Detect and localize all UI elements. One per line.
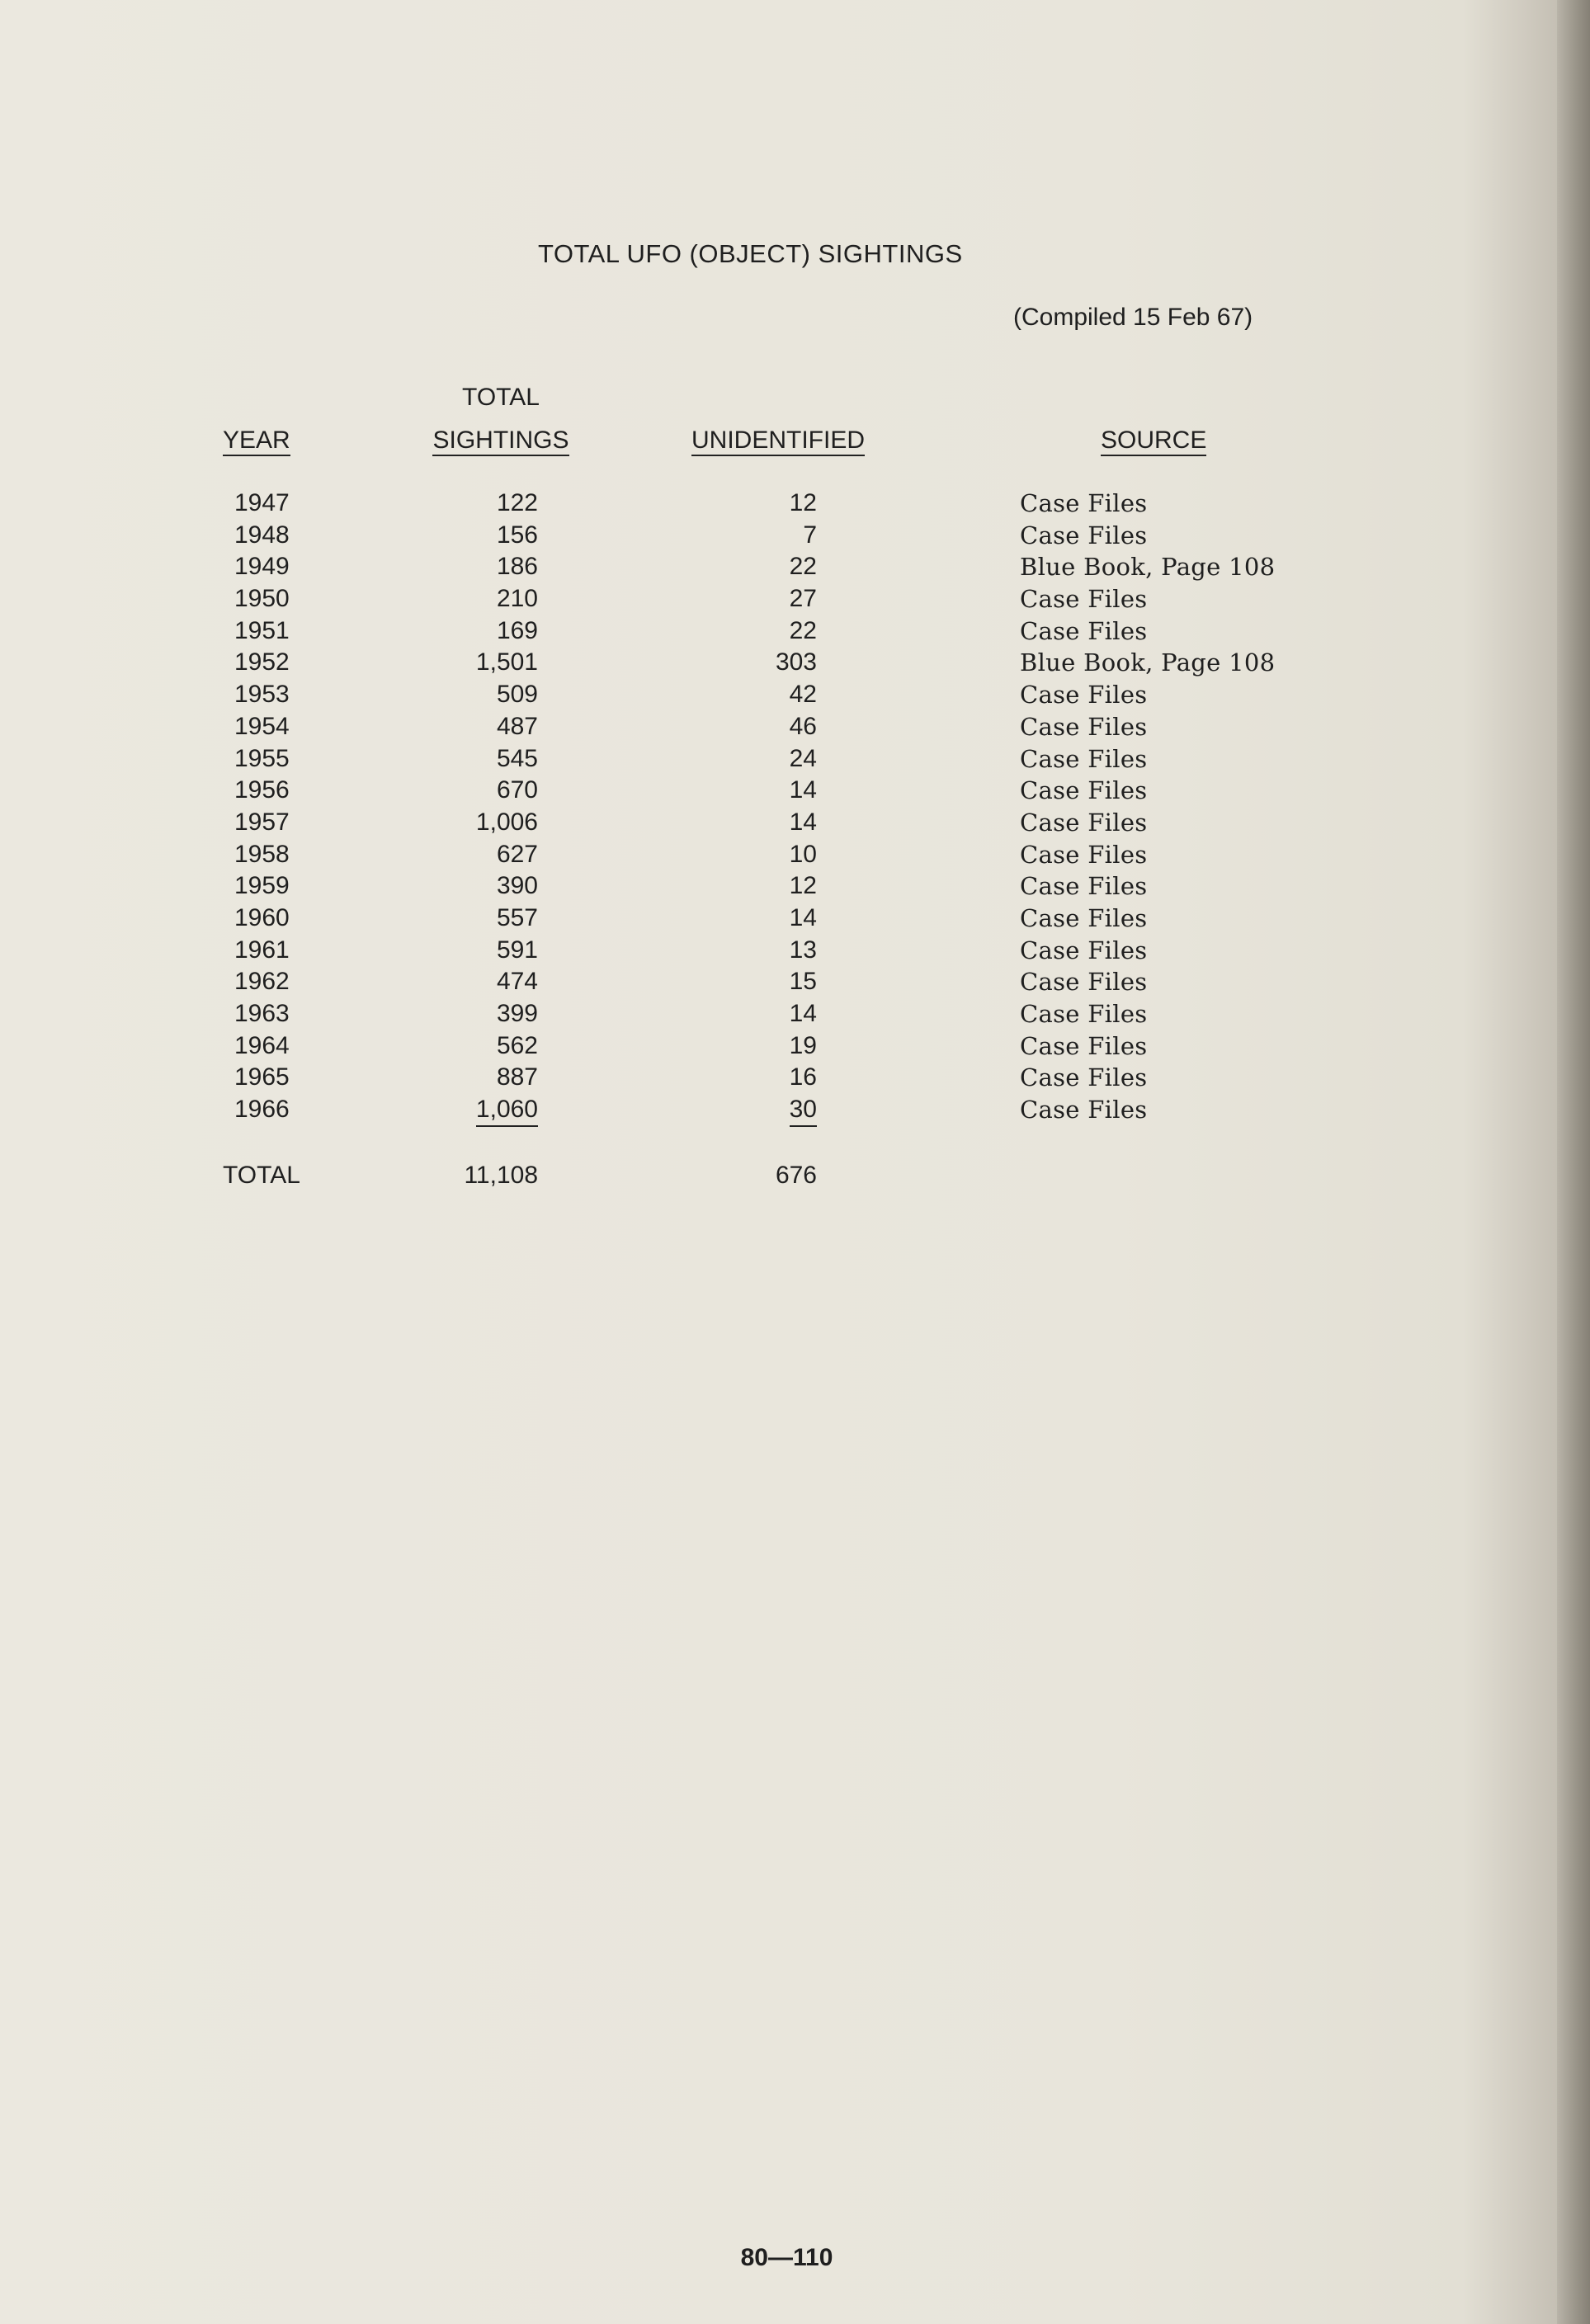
- cell-year: 1958: [234, 840, 290, 868]
- cell-source: Case Files: [1020, 744, 1148, 773]
- cell-unidentified: 19: [789, 1031, 817, 1059]
- header-source-label: SOURCE: [1101, 427, 1206, 456]
- cell-total-sightings: 169: [496, 616, 538, 644]
- cell-source: Blue Book, Page 108: [1020, 553, 1276, 582]
- cell-year: 1951: [234, 616, 290, 644]
- cell-unidentified: 16: [789, 1063, 817, 1091]
- cell-source: Case Files: [1020, 1096, 1148, 1124]
- cell-total-sightings: 562: [496, 1031, 538, 1059]
- header-year: [223, 419, 290, 462]
- cell-total-sightings: 627: [496, 840, 538, 868]
- cell-year: 1954: [234, 712, 290, 740]
- cell-source: Case Files: [1020, 808, 1148, 837]
- table-row: [0, 617, 1590, 649]
- cell-year: 1966: [234, 1096, 290, 1124]
- cell-year: 1959: [234, 872, 290, 900]
- table-row: [0, 713, 1590, 745]
- cell-year: 1956: [234, 776, 290, 804]
- table-row: [0, 1032, 1590, 1064]
- table-row: [0, 681, 1590, 713]
- cell-unidentified: 27: [789, 585, 817, 613]
- cell-unidentified: 303: [775, 648, 817, 676]
- cell-source: Case Files: [1020, 903, 1148, 932]
- cell-total-sightings: 210: [496, 585, 538, 613]
- page-number-text: 80—110: [740, 2244, 833, 2271]
- header-total-line1: TOTAL: [462, 384, 540, 411]
- cell-unidentified: 14: [789, 1000, 817, 1027]
- page-number: [0, 2244, 1590, 2272]
- cell-year: 1964: [234, 1031, 290, 1059]
- cell-total-sightings: 390: [496, 872, 538, 900]
- cell-source: Case Files: [1020, 1063, 1148, 1092]
- table-row: [0, 1096, 1590, 1128]
- cell-source: Case Files: [1020, 712, 1148, 741]
- cell-source: Case Files: [1020, 840, 1148, 869]
- cell-total-sightings: 122: [496, 489, 538, 516]
- cell-total-sightings: 399: [496, 1000, 538, 1027]
- header-source: [1101, 419, 1206, 462]
- cell-source: Case Files: [1020, 968, 1148, 997]
- cell-total-sightings: 591: [496, 936, 538, 964]
- sightings-table-body: [0, 489, 1590, 1128]
- header-total: [422, 376, 579, 462]
- cell-unidentified: 14: [789, 808, 817, 836]
- table-row: [0, 904, 1590, 936]
- header-year-label: YEAR: [223, 427, 290, 456]
- header-unidentified: [691, 419, 865, 462]
- cell-source: Case Files: [1020, 585, 1148, 614]
- totals-unidentified: 676: [775, 1162, 817, 1189]
- cell-total-sightings: 487: [496, 712, 538, 740]
- cell-unidentified: 22: [789, 553, 817, 581]
- table-row: [0, 648, 1590, 681]
- cell-year: 1952: [234, 648, 290, 676]
- cell-unidentified: 7: [803, 521, 817, 549]
- header-unidentified-label: UNIDENTIFIED: [691, 427, 865, 456]
- cell-total-sightings: 887: [496, 1063, 538, 1091]
- table-row: [0, 745, 1590, 777]
- cell-unidentified: 30: [790, 1096, 817, 1127]
- table-row: [0, 521, 1590, 554]
- cell-total-sightings: 1,006: [475, 808, 538, 836]
- table-row: [0, 936, 1590, 969]
- cell-total-sightings: 1,060: [476, 1096, 538, 1127]
- cell-source: Case Files: [1020, 936, 1148, 964]
- cell-source: Case Files: [1020, 616, 1148, 645]
- cell-total-sightings: 545: [496, 744, 538, 772]
- cell-year: 1960: [234, 903, 290, 931]
- cell-total-sightings: 186: [496, 553, 538, 581]
- table-row: [0, 872, 1590, 904]
- cell-total-sightings: 1,501: [475, 648, 538, 676]
- cell-unidentified: 42: [789, 681, 817, 709]
- cell-total-sightings: 156: [496, 521, 538, 549]
- cell-year: 1961: [234, 936, 290, 964]
- table-row: [0, 489, 1590, 521]
- cell-source: Case Files: [1020, 872, 1148, 901]
- cell-source: Case Files: [1020, 521, 1148, 549]
- cell-unidentified: 15: [789, 968, 817, 996]
- cell-total-sightings: 670: [496, 776, 538, 804]
- cell-year: 1953: [234, 681, 290, 709]
- cell-unidentified: 46: [789, 712, 817, 740]
- table-row: [0, 841, 1590, 873]
- table-row: [0, 1063, 1590, 1096]
- compiled-note: (Compiled 15 Feb 67): [1013, 304, 1253, 331]
- cell-year: 1963: [234, 1000, 290, 1027]
- table-row: [0, 968, 1590, 1000]
- cell-year: 1957: [234, 808, 290, 836]
- cell-total-sightings: 474: [496, 968, 538, 996]
- cell-total-sightings: 557: [496, 903, 538, 931]
- cell-unidentified: 13: [789, 936, 817, 964]
- table-row: [0, 585, 1590, 617]
- cell-source: Case Files: [1020, 1031, 1148, 1060]
- cell-source: Blue Book, Page 108: [1020, 648, 1276, 677]
- document-title: TOTAL UFO (OBJECT) SIGHTINGS: [538, 239, 963, 268]
- page-spine-shadow: [1557, 0, 1590, 2324]
- cell-source: Case Files: [1020, 489, 1148, 517]
- cell-year: 1962: [234, 968, 290, 996]
- totals-label: TOTAL: [223, 1162, 300, 1189]
- cell-unidentified: 12: [789, 872, 817, 900]
- totals-total-sightings: 11,108: [464, 1162, 538, 1189]
- header-total-line2: SIGHTINGS: [432, 427, 569, 456]
- cell-year: 1947: [234, 489, 290, 516]
- cell-unidentified: 12: [789, 489, 817, 516]
- cell-year: 1955: [234, 744, 290, 772]
- cell-unidentified: 24: [789, 744, 817, 772]
- cell-year: 1965: [234, 1063, 290, 1091]
- cell-unidentified: 14: [789, 776, 817, 804]
- cell-year: 1950: [234, 585, 290, 613]
- cell-year: 1948: [234, 521, 290, 549]
- table-row: [0, 776, 1590, 808]
- cell-unidentified: 22: [789, 616, 817, 644]
- cell-unidentified: 10: [789, 840, 817, 868]
- cell-source: Case Files: [1020, 776, 1148, 805]
- table-row: [0, 553, 1590, 585]
- table-row: [0, 808, 1590, 841]
- cell-source: Case Files: [1020, 681, 1148, 709]
- cell-source: Case Files: [1020, 1000, 1148, 1028]
- cell-year: 1949: [234, 553, 290, 581]
- cell-unidentified: 14: [789, 903, 817, 931]
- cell-total-sightings: 509: [496, 681, 538, 709]
- table-row: [0, 1000, 1590, 1032]
